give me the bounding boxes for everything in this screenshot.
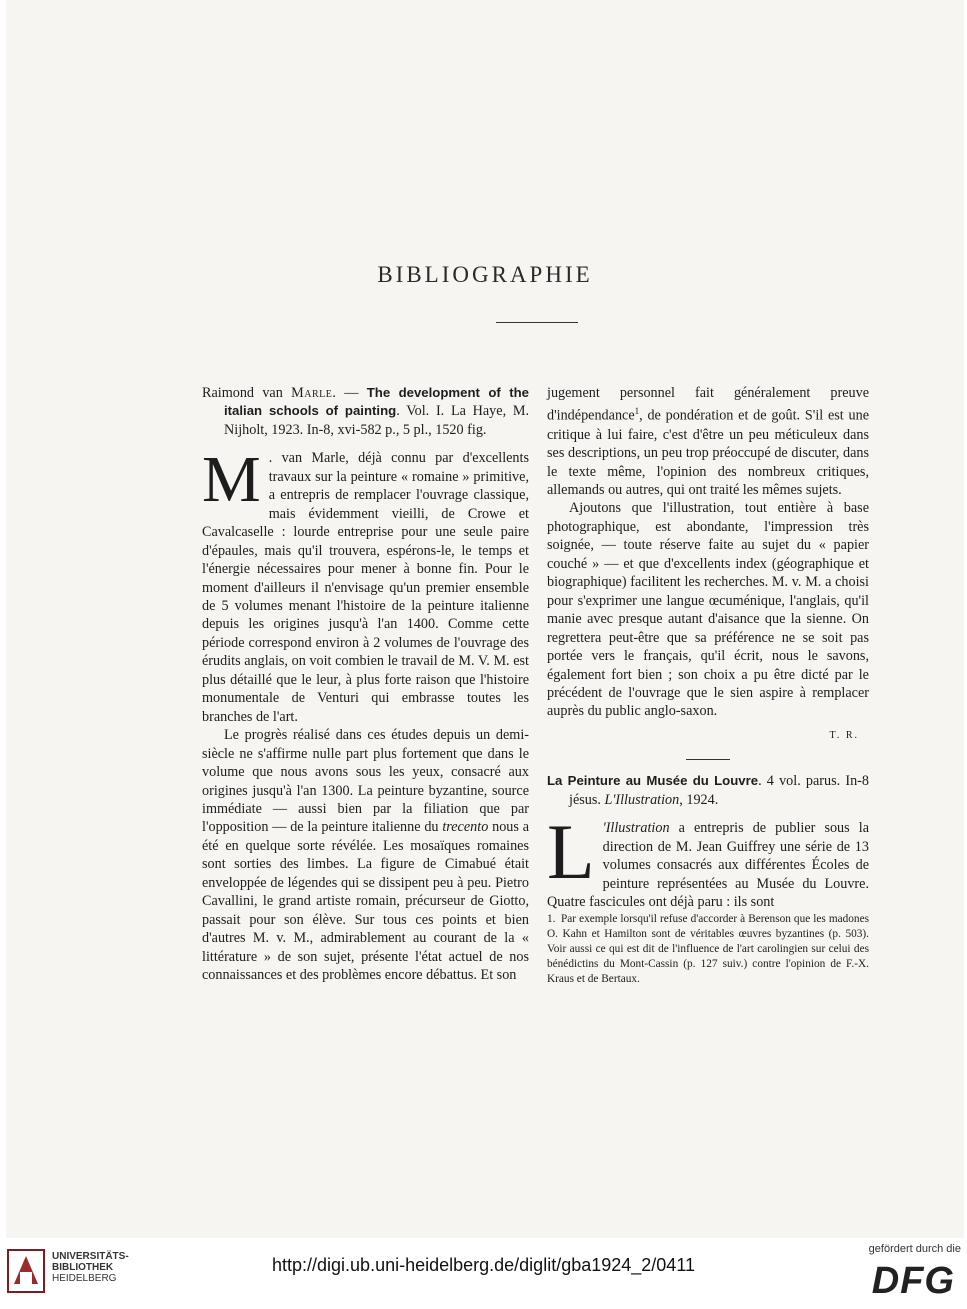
section-rule [686,759,730,760]
library-name: UNIVERSITÄTS- BIBLIOTHEK HEIDELBERG [52,1251,129,1284]
sponsor-text: gefördert durch die [868,1243,961,1255]
entry-title: The development of the italian schools of painting [224,385,530,419]
permalink-url[interactable]: http://digi.ub.uni-heidelberg.de/diglit/gba1924_2/0411 [272,1255,695,1275]
entry-dash: . — [332,385,367,401]
review-body [547,819,869,911]
entry-details: . Vol. I. La Haye, M. Nijholt, 1923. In-8, xvi-582 p., 5 pl., 1520 fig. [224,403,530,438]
paragraph: 'Illustration a entrepris de publier sous la direction de M. Jean Guiffrey une série de 13 volumes consacrés aux différentes Écoles de peinture représentées au Musée du Louvre. Quatre fascicules ont déjà paru : ils sont [547,820,869,911]
entry-author: Raimond van [202,385,292,401]
paragraph: jugement personnel fait généralement preuve d'indépendance$^1$, de pondération et de goût. S'il est une critique à lui faire, c'est d'être un peu méticuleux dans ses descriptions, un peu trop préoccupé de discuter, dans le texte même, l'opinion des nombreux critiques, allemands ou autres, qui ont traité les mêmes sujets. [547,385,869,498]
paragraph: . van Marle, déjà connu par d'excellents travaux sur la peinture « romaine » primitive, a entrepris de remplacer l'ouvrage classique, mais évidemment vieilli, de Crowe et Cavalcaselle : lourde entreprise pour une seule paire d'épaules, mais qu'il trouvera, espérons-le, le temps et l'énergie nécessaires pour mener à bonne fin. Pour le moment d'ailleurs il n'envisage qu'un premier ensemble de 5 volumes menant l'histoire de la peinture italienne depuis les origines jusqu'à l'an 1400. Comme cette période correspond environ à 2 volumes de l'ouvrage des érudits anglais, on voit combien le travail de M. V. M. est plus détaillé que le leur, à plus forte raison que l'histoire monumentale de Venturi qui embrasse toutes les branches de l'art. [202,450,529,725]
footer-bar [0,1238,967,1309]
entry-title: La Peinture au Musée du Louvre [547,773,759,789]
scanned-page [6,0,964,1238]
paragraph: Le progrès réalisé dans ces études depuis un demi-siècle ne s'affirme nulle part plus fortement que dans le volume que nous avons sous les yeux, consacré aux origines jusqu'à l'an 1300. La peinture byzantine, source immédiate — aussi bien par la filiation que par l'opposition — de la peinture italienne du trecento nous a été en quelque sorte révélée. Les mosaïques romaines sont sorties des limbes. La figure de Cimabué était enveloppée de légendes qui se dissipent peu à peu. Pietro Cavallini, le grand artiste romain, précurseur de Giotto, passait pour son élève. Sur tous ces points et bien d'autres M. v. M., admirablement au courant de la « littérature » de son sujet, présente l'état actuel de nos connaissances et des problèmes encore débattus. Et son [202,727,529,984]
page-title: BIBLIOGRAPHIE [377,262,593,287]
drop-cap: L [547,819,595,896]
drop-cap: M [202,449,261,517]
footnote: 1. Par exemple lorsqu'il refuse d'accorder à Berenson que les madones O. Kahn et Hamilton sont de véritables œuvres byzantines (p. 503). Voir aussi ce qui est dit de l'influence de l'art carolingien sur celui des bénédictins du Mont-Cassin (p. 127 suiv.) contre l'opinion de F.-X. Kraus et de Bertaux. [547,912,869,986]
signature: T. R. [829,729,859,741]
left-column [202,384,529,985]
right-column [547,384,869,988]
entry-author-surname: Marle [291,385,333,401]
title-rule [496,322,578,323]
paragraph: Ajoutons que l'illustration, tout entière à base photographique, est abondante, l'impression très soignée, — toute réserve faite au sujet du « papier couché » — et que d'excellents index (géographique et biographique) facilitent les recherches. M. v. M. a choisi pour s'exprimer une langue œcuménique, l'anglais, qu'il manie avec presque autant d'aisance que la sienne. On regrettera peut-être que sa préférence ne se soit pas portée vers le français, qu'il écrit, nous le savons, également fort bien ; son choix a pu être dicté par le précédent de l'ouvrage que le sien aspire à remplacer auprès du public anglo-saxon. [547,500,869,720]
footnote-ref: 1 [634,406,640,417]
dfg-logo: DFG [871,1260,955,1302]
review-body [202,449,529,726]
bibliography-entry: La Peinture au Musée du Louvre. 4 vol. parus. In-8 jésus. L'Illustration, 1924. [547,773,869,808]
bibliography-entry [202,384,529,439]
